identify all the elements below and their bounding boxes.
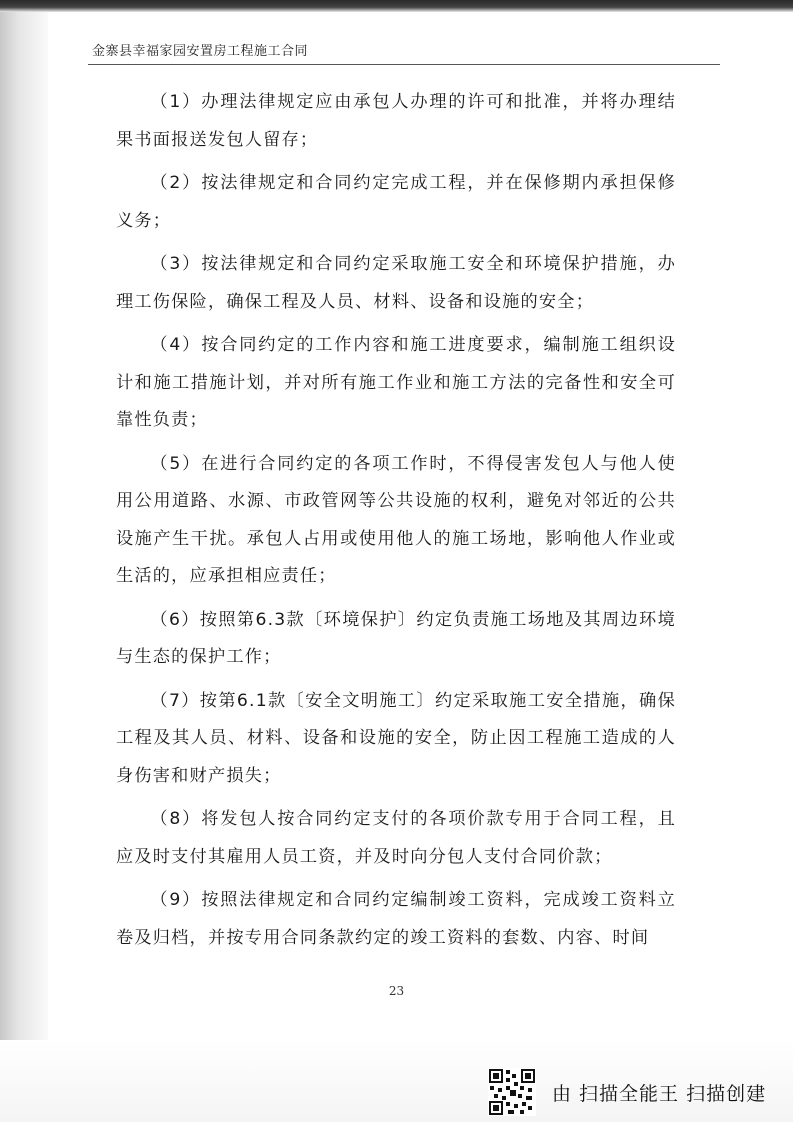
clause-paragraph-5: （5）在进行合同约定的各项工作时，不得侵害发包人与他人使用公用道路、水源、市政管网等公共设施的权利，避免对邻近的公共设施产生干扰。承包人占用或使用他人的施工场地，影响他人作业或生活的，应承担相应责任； [116, 453, 676, 586]
document-body [116, 84, 676, 963]
page-number: 23 [388, 984, 405, 998]
clause-paragraph-4: （4）按合同约定的工作内容和施工进度要求，编制施工组织设计和施工措施计划，并对所有施工作业和施工方法的完备性和安全可靠性负责； [116, 335, 676, 430]
clause-paragraph-8: （8）将发包人按合同约定支付的各项价款专用于合同工程，且应及时支付其雇用人员工资，并及时向分包人支付合同价款； [116, 809, 676, 867]
clause-paragraph-6: （6）按照第6.3款〔环境保护〕约定负责施工场地及其周边环境与生态的保护工作； [116, 609, 676, 667]
qr-code-icon [488, 1068, 536, 1116]
clause-paragraph-3: （3）按法律规定和合同约定采取施工安全和环境保护措施，办理工伤保险，确保工程及人员、材料、设备和设施的安全； [116, 254, 676, 312]
scanner-watermark-text: 由 扫描全能王 扫描创建 [552, 1083, 767, 1105]
clause-paragraph-2: （2）按法律规定和合同约定完成工程，并在保修期内承担保修义务； [116, 173, 676, 231]
scan-top-edge [0, 0, 793, 12]
clause-paragraph-7: （7）按第6.1款〔安全文明施工〕约定采取施工安全措施，确保工程及其人员、材料、设备和设施的安全，防止因工程施工造成的人身伤害和财产损失； [116, 690, 676, 786]
header-divider [88, 64, 720, 65]
clause-paragraph-9: （9）按照法律规定和合同约定编制竣工资料，完成竣工资料立卷及归档，并按专用合同条款约定的竣工资料的套数、内容、时间 [116, 890, 676, 948]
scan-left-shadow [0, 12, 48, 1052]
document-header-title: 金寨县幸福家园安置房工程施工合同 [92, 44, 309, 59]
clause-paragraph-1: （1）办理法律规定应由承包人办理的许可和批准，并将办理结果书面报送发包人留存； [116, 92, 676, 150]
